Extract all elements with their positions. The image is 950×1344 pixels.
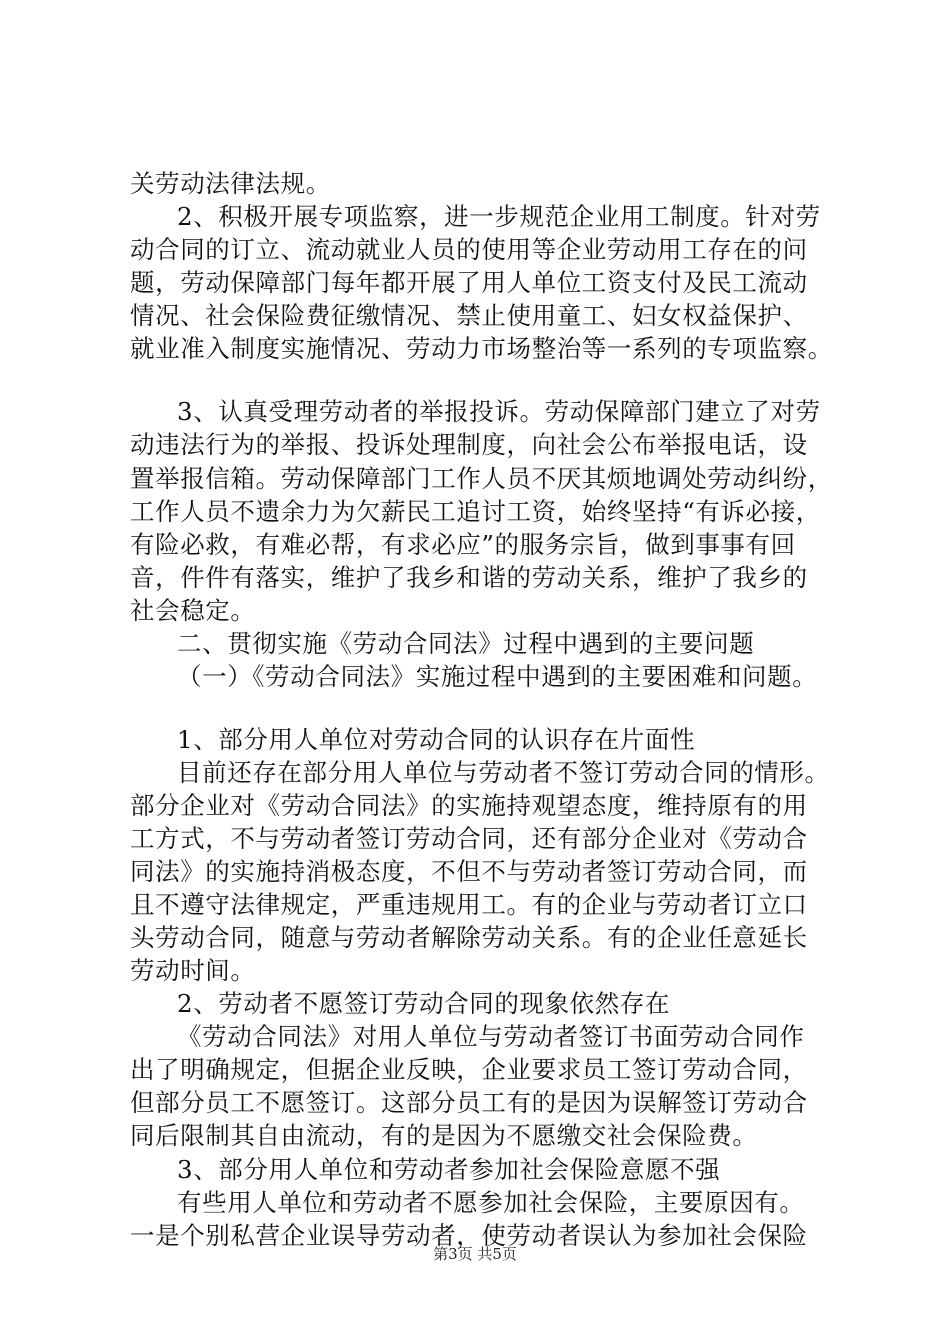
subsection-heading: （一）《劳动合同法》实施过程中遇到的主要困难和问题。 — [177, 662, 818, 691]
body-text-line: 社会稳定。 — [130, 596, 256, 625]
body-text-line: 动违法行为的举报、投诉处理制度，向社会公布举报电话，设 — [130, 430, 808, 459]
body-text-line: 同法》的实施持消极态度，不但不与劳动者签订劳动合同，而 — [130, 857, 808, 886]
body-text-line: 工作人员不遗余力为欠薪民工追讨工资，始终坚持“有诉必接， — [130, 497, 821, 526]
body-text-line: 音，件件有落实，维护了我乡和谐的劳动关系，维护了我乡的 — [130, 563, 808, 592]
body-text-line: 2、积极开展专项监察，进一步规范企业用工制度。针对劳 — [177, 202, 821, 231]
body-text-line: 有险必救，有难必帮，有求必应”的服务宗旨，做到事事有回 — [130, 530, 796, 559]
body-text-line: 情况、社会保险费征缴情况、禁止使用童工、妇女权益保护、 — [130, 301, 808, 330]
body-text-line: 3、认真受理劳动者的举报投诉。劳动保障部门建立了对劳 — [177, 397, 821, 426]
item-heading: 2、劳动者不愿签订劳动合同的现象依然存在 — [177, 989, 671, 1018]
body-text-line: 就业准入制度实施情况、劳动力市场整治等一系列的专项监察。 — [130, 334, 833, 363]
item-heading: 1、部分用人单位对劳动合同的认识存在片面性 — [177, 725, 696, 754]
body-text-line: 且不遵守法律规定，严重违规用工。有的企业与劳动者订立口 — [130, 890, 808, 919]
body-text-line: 一是个别私营企业误导劳动者，使劳动者误认为参加社会保险 — [130, 1221, 808, 1250]
item-heading: 3、部分用人单位和劳动者参加社会保险意愿不强 — [177, 1155, 721, 1184]
body-text-line: 目前还存在部分用人单位与劳动者不签订劳动合同的情形。 — [177, 758, 830, 787]
body-text-line: 有些用人单位和劳动者不愿参加社会保险，主要原因有。 — [177, 1188, 805, 1217]
body-text-line: 部分企业对《劳动合同法》的实施持观望态度，维持原有的用 — [130, 791, 808, 820]
body-text-line: 置举报信箱。劳动保障部门工作人员不厌其烦地调处劳动纠纷， — [130, 464, 833, 493]
body-text-line: 动合同的订立、流动就业人员的使用等企业劳动用工存在的问 — [130, 235, 808, 264]
body-text-line: 工方式，不与劳动者签订劳动合同，还有部分企业对《劳动合 — [130, 824, 808, 853]
body-text-line: 头劳动合同，随意与劳动者解除劳动关系。有的企业任意延长 — [130, 923, 808, 952]
body-text-line: 题，劳动保障部门每年都开展了用人单位工资支付及民工流动 — [130, 268, 808, 297]
body-text-line: 同后限制其自由流动，有的是因为不愿缴交社会保险费。 — [130, 1121, 758, 1150]
body-text-line: 出了明确规定，但据企业反映，企业要求员工签订劳动合同， — [130, 1055, 808, 1084]
section-heading: 二、贯彻实施《劳动合同法》过程中遇到的主要问题 — [177, 629, 755, 658]
body-text-line: 但部分员工不愿签订。这部分员工有的是因为误解签订劳动合 — [130, 1088, 808, 1117]
body-text-line: 《劳动合同法》对用人单位与劳动者签订书面劳动合同作 — [177, 1022, 805, 1051]
body-text-line: 劳动时间。 — [130, 956, 256, 985]
page-number-footer: 第3页 共5页 — [433, 1245, 517, 1263]
body-text-line: 关劳动法律法规。 — [130, 169, 331, 198]
